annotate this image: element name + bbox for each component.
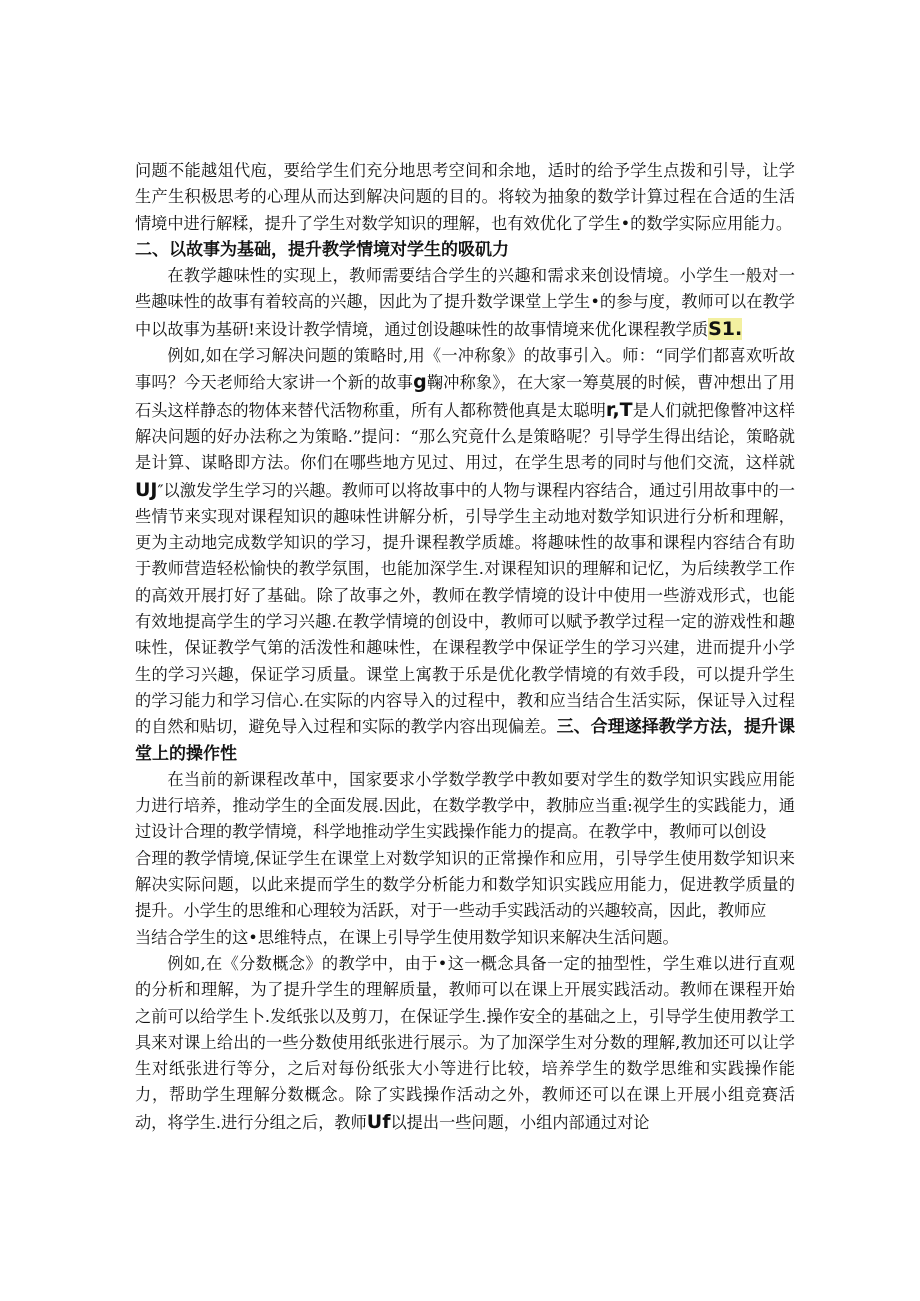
paragraph-method-3: 当结合学生的这•思维特点，在课上引导学生使用数学知识来解决生活问题。	[135, 927, 679, 947]
paragraph-method-2: 合理的教学情境,保证学生在课堂上对数学知识的正常操作和应用，引导学生使用数学知识来解决实际问题，以此来提而学生的数学分析能力和数学知识实践应用能力，促进教学质量的提升。小学生的思维和心理较为活跃，对于一些动手实践活动的兴趣较高，因此，教师应	[135, 848, 795, 921]
paragraph-example-glyph-b: Uf	[366, 1110, 391, 1133]
paragraph-story-2-glyph-d: r,T	[605, 398, 633, 421]
paragraph-story-2-glyph-f: UJ	[135, 478, 158, 501]
text-block-top	[135, 158, 795, 1136]
paragraph-example	[135, 951, 795, 1136]
paragraph-story-2-glyph-b: g	[413, 371, 427, 394]
paragraph-method-1: 在当前的新课程改革中，国家要求小学数学教学中教如要对学生的数学知识实践应用能力进行培养，推动学生的全面发展.因此，在数学教学中，教肺应当重:视学生的实践能力，通过设计合理的教学情境，科学地推动学生实践操作能力的提高。在教学中，教师可以创设	[135, 769, 795, 842]
paragraph-example-part-a: 例如,在《分数概念》的教学中，由于•这一概念具备一定的抽型性，学生难以进行直观的分析和理解，为了提升学生的理解质量，教师可以在课上开展实践活动。教师在课程开始之前可以给学生卜.发纸张以及剪刀，在保证学生.操作安全的基础之上，引导学生使用教学工具来对课上给出的一些分数使用纸张进行展示。为了加深学生对分数的理解,教加还可以让学生对纸张进行等分，之后对每份纸张大小等进行比较，培养学生的数学思维和实践操作能力，帮助学生理解分数概念。除了实践操作活动之外，教师还可以在课上开展小组竞赛活动，将学生.进行分组之后，教师	[135, 953, 795, 1132]
paragraph-story-2-part-g: ″以激发学生学习的兴趣。教师可以将故事中的人物与课程内容结合，通过引用故事中的一些情节来实现对课程知识的趣味性讲解分析，引导学生主动地对数学知识进行分析和理解，更为主动地完成数学知识的学习，提升课程教学质雄。将趣味性的故事和课程内容结合有助于教师营造轻松愉快的教学氛围，也能加深学生.对课程知识的理解和记忆，为后续教学工作的高效开展打好了基础。除了故事之外，教师在教学情境的设计中使用一些游戏形式，也能有效地提高学生的学习兴趣.在教学情境的创设中，教师可以赋予教学过程一定的游戏性和趣味性，保证教学气第的活泼性和趣味性，在课程教学中保证学生的学习兴建，进而提升小学生的学习兴趣，保证学习质量。课堂上寓教于乐是优化教学情境的有效手段，可以提升学生的学习能力和学习信心.在实际的内容导入的过程中，教和应当结合生活实际，保证导入过程的自然和贴切，避免导入过程和实际的教学内容出现偏差。	[135, 480, 795, 737]
paragraph-story-1	[135, 263, 795, 343]
paragraph-story-1-text: 在教学趣味性的实现上，教师需要结合学生的兴趣和需求来创设情境。小学生一般对一些趣味性的故事有着较高的兴趣，因此为了提升数学课堂上学生•的参与度，教师可以在教学中以故事为基研!来设计教学情境，通过创设趣味性的故事情境来优化课程教学质	[135, 266, 795, 339]
paragraph-story-2-part-a: 例如,如在学习解决问题的策略时,用《一冲称象》的故事引入。师：“同学们都喜欢听故事吗？今天老师给大家讲一个新的故事	[135, 346, 795, 393]
section-heading-2: 二、以故事为基础，提升教学情境对学生的吸矶力	[135, 239, 509, 260]
paragraph-story-2-part-e: 是人们就把像瞥冲这样解决问题的好办法称之为策略.”提问：“那么究竟什么是策略呢？引导学生得出结论，策略就是计算、谋略即方法。你们在哪些地方见过、用过，在学生思考的同时与他们交流，这样就	[135, 400, 796, 473]
paragraph-intro: 问题不能越俎代庖，要给学生们充分地思考空间和余地，适时的给予学生点拨和引导，让学生产生积极思考的心理从而达到解决问题的目的。将较为抽象的数学计算过程在合适的生活情境中进行解糅，提升了学生对数学知识的理解，也有效优化了学生•的数学实际应用能力。	[135, 161, 795, 233]
paragraph-example-part-c: 以提出一些问题，小组内部通过对论	[390, 1112, 650, 1132]
highlighted-citation: S1.	[708, 317, 743, 340]
paragraph-story-2	[135, 343, 795, 767]
section-heading-3: 三、合理遂择教学方法，提升课堂上的操作性	[135, 717, 795, 764]
paragraph-story-2-part-c: 鞠冲称象》，在大家一筹莫展的时候，曹冲想出了用石头这样静态的物体来替代活物称重，所有人都称赞他真是太聪明	[135, 373, 795, 420]
